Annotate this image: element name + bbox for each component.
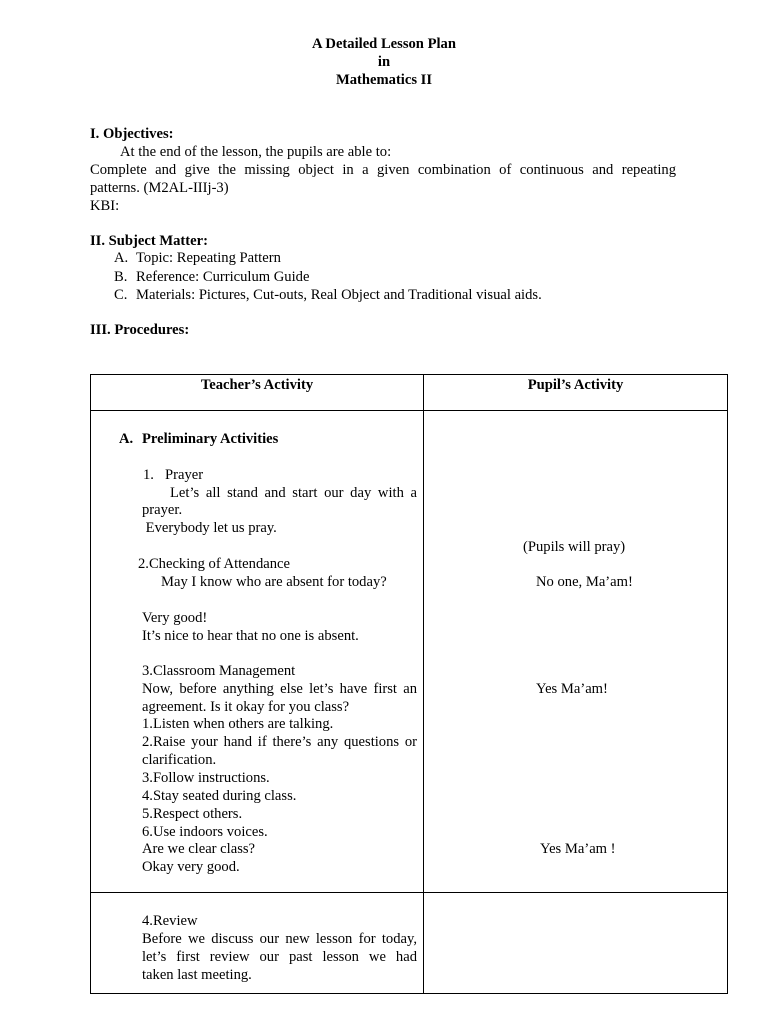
subject-matter-heading-num: II [90, 233, 102, 249]
subject-item-marker: A. [114, 250, 129, 266]
prayer-line-1: Let’s all stand and start our day with a [170, 485, 417, 501]
preliminary-marker: A. [119, 431, 134, 447]
rule-item: 4.Stay seated during class. [142, 788, 297, 804]
subject-item-topic: Topic: Repeating Pattern [136, 250, 281, 266]
review-title: 4.Review [142, 913, 198, 929]
column-header-teacher: Teacher’s Activity [200, 377, 314, 393]
rule-item: 1.Listen when others are talking. [142, 716, 334, 732]
prayer-line-3: Everybody let us pray. [142, 520, 277, 536]
table-header-divider [90, 410, 728, 411]
attendance-line-2: Very good! [142, 610, 208, 626]
prayer-number: 1. [143, 467, 154, 483]
subject-matter-heading-text: . Subject Matter: [101, 233, 208, 249]
rule-item: 6.Use indoors voices. [142, 824, 268, 840]
subject-item-marker: B. [114, 269, 128, 285]
column-header-pupil: Pupil’s Activity [527, 377, 624, 393]
attendance-line-3: It’s nice to hear that no one is absent. [142, 628, 359, 644]
subject-item-marker: C. [114, 287, 128, 303]
table-border-bottom [90, 993, 728, 994]
management-line-2: agreement. Is it okay for you class? [142, 699, 350, 715]
prayer-title: Prayer [165, 467, 204, 483]
kbi-label: KBI: [90, 198, 120, 214]
pupil-response-attendance: No one, Ma’am! [536, 574, 633, 590]
objectives-text-line-1: Complete and give the missing object in a given combination of continuous and repeating [90, 162, 676, 178]
title-line-2: in [377, 54, 391, 70]
table-column-divider [423, 374, 424, 994]
pupil-response-agree: Yes Ma’am! [536, 681, 608, 697]
rule-item: 3.Follow instructions. [142, 770, 270, 786]
pupil-response-clear: Yes Ma’am ! [540, 841, 616, 857]
title-line-3: Mathematics II [335, 72, 433, 88]
subject-matter-heading [90, 232, 208, 250]
table-border-left [90, 374, 91, 994]
procedures-heading: III. Procedures: [90, 322, 190, 338]
objectives-text-line-2: patterns. (M2AL-IIIj-3) [90, 180, 229, 196]
management-title: 3.Classroom Management [142, 663, 296, 679]
subject-item-reference: Reference: Curriculum Guide [136, 269, 310, 285]
review-line-3: taken last meeting. [142, 967, 252, 983]
attendance-line-1: May I know who are absent for today? [161, 574, 387, 590]
rule-item: clarification. [142, 752, 217, 768]
management-line-1: Now, before anything else let’s have first an [142, 681, 417, 697]
review-line-2: let’s first review our past lesson we had [142, 949, 417, 965]
review-line-1: Before we discuss our new lesson for today, [142, 931, 417, 947]
title-line-1: A Detailed Lesson Plan [312, 36, 456, 52]
rule-item: 5.Respect others. [142, 806, 243, 822]
table-border-right [727, 374, 728, 994]
objectives-intro: At the end of the lesson, the pupils are able to: [120, 144, 392, 160]
objectives-heading: I. Objectives: [90, 126, 174, 142]
clear-question: Are we clear class? [142, 841, 256, 857]
okay-line: Okay very good. [142, 859, 240, 875]
subject-item-materials: Materials: Pictures, Cut-outs, Real Object and Traditional visual aids. [136, 287, 542, 303]
rule-item: 2.Raise your hand if there’s any questions or [142, 734, 417, 750]
document-title [0, 35, 768, 89]
pupil-response-pray: (Pupils will pray) [523, 539, 626, 555]
attendance-title: 2.Checking of Attendance [138, 556, 290, 572]
preliminary-activities-heading: Preliminary Activities [142, 431, 279, 447]
prayer-line-2: prayer. [142, 502, 183, 518]
table-row-divider [90, 892, 728, 893]
table-border-top [90, 374, 728, 375]
